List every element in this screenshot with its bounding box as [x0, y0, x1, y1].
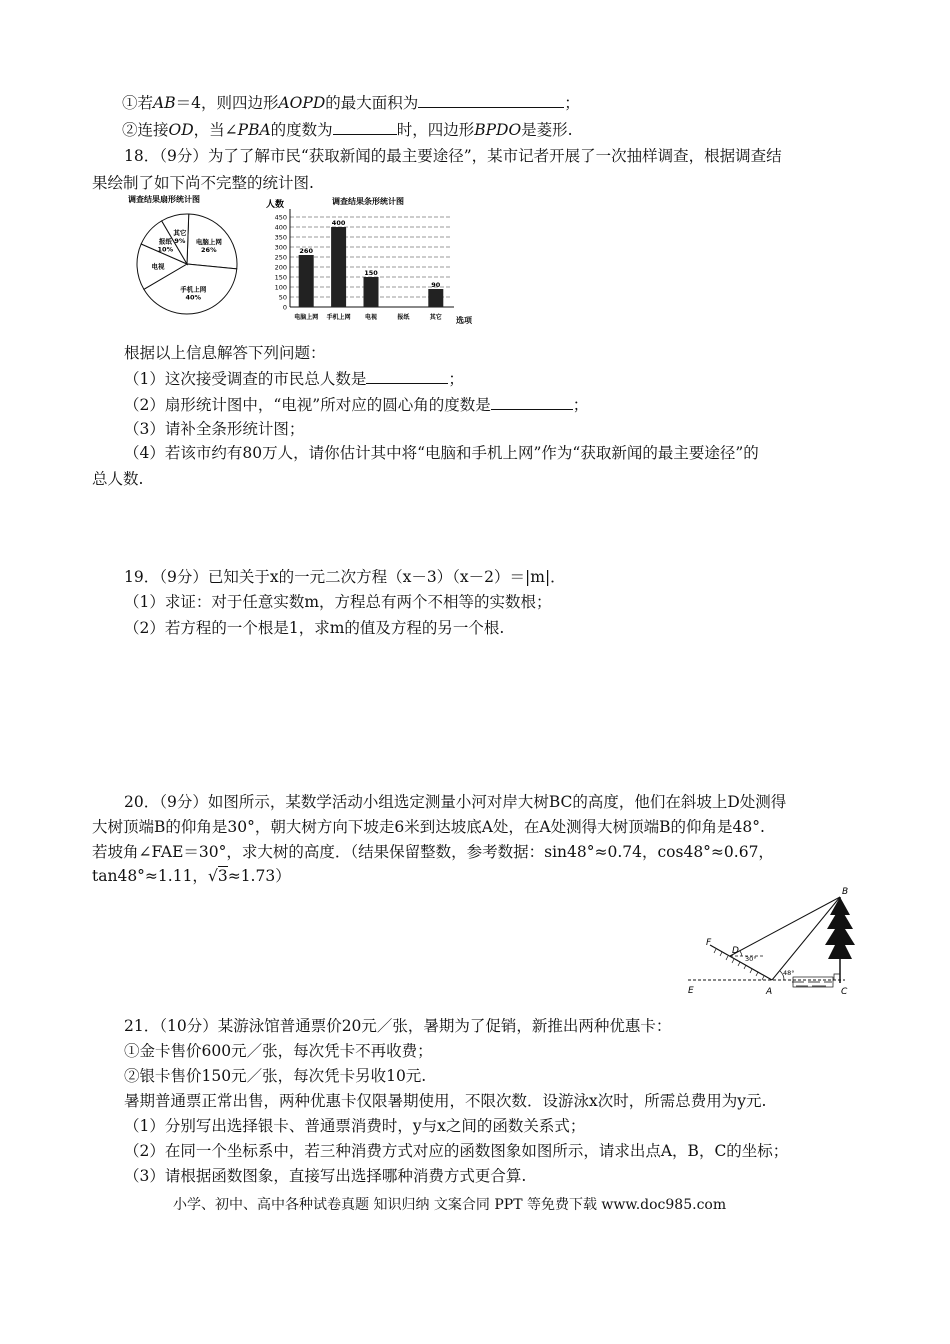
answer-blank[interactable] [333, 119, 397, 135]
sqrt-radicand: 3 [217, 867, 228, 885]
q18-sub2 [124, 394, 588, 415]
bar-title: 调查结果条形统计图 [332, 197, 404, 206]
bar-data-label: 150 [364, 269, 378, 277]
y-tick-label: 400 [274, 223, 287, 232]
text: 的度数为 [270, 121, 333, 139]
text: 是菱形. [521, 121, 573, 139]
text: （1）这次接受调查的市民总人数是 [124, 370, 367, 388]
text: （2）扇形统计图中，“电视”所对应的圆心角的度数是 [124, 396, 491, 414]
angle-arc-30 [740, 951, 742, 956]
q19-sub1: （1）求证：对于任意实数m，方程总有两个不相等的实数根； [124, 593, 552, 611]
q21-line3: ②银卡售价150元／张，每次凭卡另收10元. [124, 1067, 427, 1085]
x-tick-label: 报纸 [397, 314, 410, 321]
pie-slice-label: 电视 [151, 262, 165, 271]
q19-sub2: （2）若方程的一个根是1，求m的值及方程的另一个根. [124, 619, 505, 637]
text: 时，四边形 [396, 121, 475, 139]
x-tick-label: 电脑上网 [294, 314, 319, 321]
slope-hatching [714, 949, 764, 980]
text: ，当∠ [193, 121, 238, 139]
bar [428, 289, 443, 307]
text: tan48°≈1.11， [92, 867, 208, 885]
text: ②连接 [122, 121, 169, 139]
pie-slice-label: 报纸 [158, 237, 172, 246]
bar-marks [275, 209, 454, 321]
y-tick-label: 350 [274, 233, 287, 242]
y-tick-label: 250 [274, 253, 287, 262]
q18-line1: 18．（9分）为了了解市民“获取新闻的最主要途径”，某市记者开展了一次抽样调查，根据调查结 [124, 147, 782, 165]
label-e: E [688, 986, 694, 996]
var-od: OD [168, 121, 194, 139]
bar-chart [262, 192, 482, 327]
q19-line1: 19．（9分）已知关于x的一元二次方程（x－3）（x－2）＝|m|． [124, 568, 566, 586]
x-tick-label: 电视 [364, 314, 378, 321]
q21-line4: 暑期普通票正常出售，两种优惠卡仅限暑期使用，不限次数．设游泳x次时，所需总费用为y元. [124, 1092, 767, 1110]
pie-slice-label: 手机上网 [180, 285, 207, 294]
y-tick-label: 0 [282, 303, 287, 312]
q18-sub3: （3）请补全条形统计图； [124, 420, 305, 438]
text: ①若 [122, 94, 154, 112]
sight-line-d [730, 897, 840, 956]
label-48: 48° [783, 969, 795, 977]
q18-sub4-line2: 总人数. [92, 470, 144, 488]
x-tick-label: 其它 [429, 314, 442, 321]
text: ； [448, 370, 464, 388]
y-tick-label: 50 [278, 293, 287, 302]
text: 的最大面积为 [325, 94, 419, 112]
y-tick-label: 100 [274, 283, 287, 292]
label-d: D [732, 946, 739, 956]
pie-slice-label: 电脑上网 [195, 237, 222, 246]
pie-slice-label: 其它 [173, 228, 187, 237]
var-pba: PBA [237, 121, 271, 139]
answer-blank[interactable] [491, 394, 573, 410]
var-aopd: AOPD [278, 94, 326, 112]
y-tick-label: 300 [274, 243, 287, 252]
q20-line3: 若坡角∠FAE＝30°，求大树的高度．（结果保留整数，参考数据：sin48°≈0.74，cos48°≈0.67， [92, 843, 774, 861]
text: ≈1.73） [227, 867, 291, 885]
bar-data-label: 400 [331, 219, 346, 227]
q17-part1 [122, 92, 580, 113]
pie-slice-percent: 10% [157, 245, 174, 254]
q20-line2: 大树顶端B的仰角是30°，朝大树方向下坡走6米到达坡底A处，在A处测得大树顶端B的仰角是48°. [92, 818, 765, 836]
text: ； [564, 94, 580, 112]
y-tick-label: 150 [274, 273, 287, 282]
var-ab: AB [153, 94, 176, 112]
q20-line4 [92, 866, 291, 886]
footer-text: 小学、初中、高中各种试卷真题 知识归纳 文案合同 PPT 等免费下载 www.doc985.com [173, 1197, 727, 1213]
river [792, 982, 832, 986]
pie-slice-percent: 40% [185, 293, 202, 302]
answer-blank[interactable] [418, 92, 564, 108]
bar-ylabel: 人数 [266, 200, 285, 210]
q18-line2: 果绘制了如下尚不完整的统计图. [92, 174, 314, 192]
y-tick-label: 200 [274, 263, 287, 272]
label-30: 30° [745, 955, 757, 963]
q21-sub2: （2）在同一个坐标系中，若三种消费方式对应的函数图象如图所示，请求出点A，B，C的坐标； [124, 1142, 789, 1160]
label-a: A [766, 987, 773, 997]
pie-slice-percent: 9% [174, 236, 186, 245]
pie-chart [125, 192, 250, 322]
pie-title: 调查结果扇形统计图 [128, 195, 200, 204]
x-tick-label: 手机上网 [326, 314, 351, 321]
q21-line1: 21．（10分）某游泳馆普通票价20元／张，暑期为了促销，新推出两种优惠卡： [124, 1017, 672, 1035]
bar [299, 255, 314, 307]
answer-blank[interactable] [366, 368, 448, 384]
bar-data-label: 260 [299, 247, 313, 255]
q21-sub3: （3）请根据函数图象，直接写出选择哪种消费方式更合算. [124, 1167, 527, 1185]
bar [331, 227, 346, 307]
q18-intro: 根据以上信息解答下列问题： [124, 344, 326, 362]
q18-sub1 [124, 368, 464, 389]
label-c: C [841, 987, 848, 997]
label-f: F [706, 938, 712, 948]
sqrt-symbol: √ [207, 867, 218, 885]
label-b: B [842, 887, 849, 897]
q18-sub4-line1: （4）若该市约有80万人，请你估计其中将“电脑和手机上网”作为“获取新闻的最主要途径”的 [124, 444, 759, 462]
q21-sub1: （1）分别写出选择银卡、普通票消费时，y与x之间的函数关系式； [124, 1117, 586, 1135]
bar-xlabel: 选项 [456, 316, 472, 325]
q21-line2: ①金卡售价600元／张，每次凭卡不再收费； [124, 1042, 433, 1060]
text: ＝4，则四边形 [175, 94, 279, 112]
pie-slice-percent: 26% [201, 245, 217, 254]
y-tick-label: 450 [274, 213, 287, 222]
bar [364, 277, 379, 307]
text: ； [572, 396, 589, 414]
q20-line1: 20．（9分）如图所示，某数学活动小组选定测量小河对岸大树BC的高度，他们在斜坡上D处测得 [124, 793, 787, 811]
bar-data-label: 90 [431, 281, 441, 289]
q17-part2 [122, 119, 573, 140]
pie-slices [137, 214, 237, 314]
var-bpdo: BPDO [474, 121, 522, 139]
right-angle-marker [834, 974, 840, 980]
slope-tree-figure [680, 885, 860, 1000]
tree-icon [825, 897, 855, 959]
